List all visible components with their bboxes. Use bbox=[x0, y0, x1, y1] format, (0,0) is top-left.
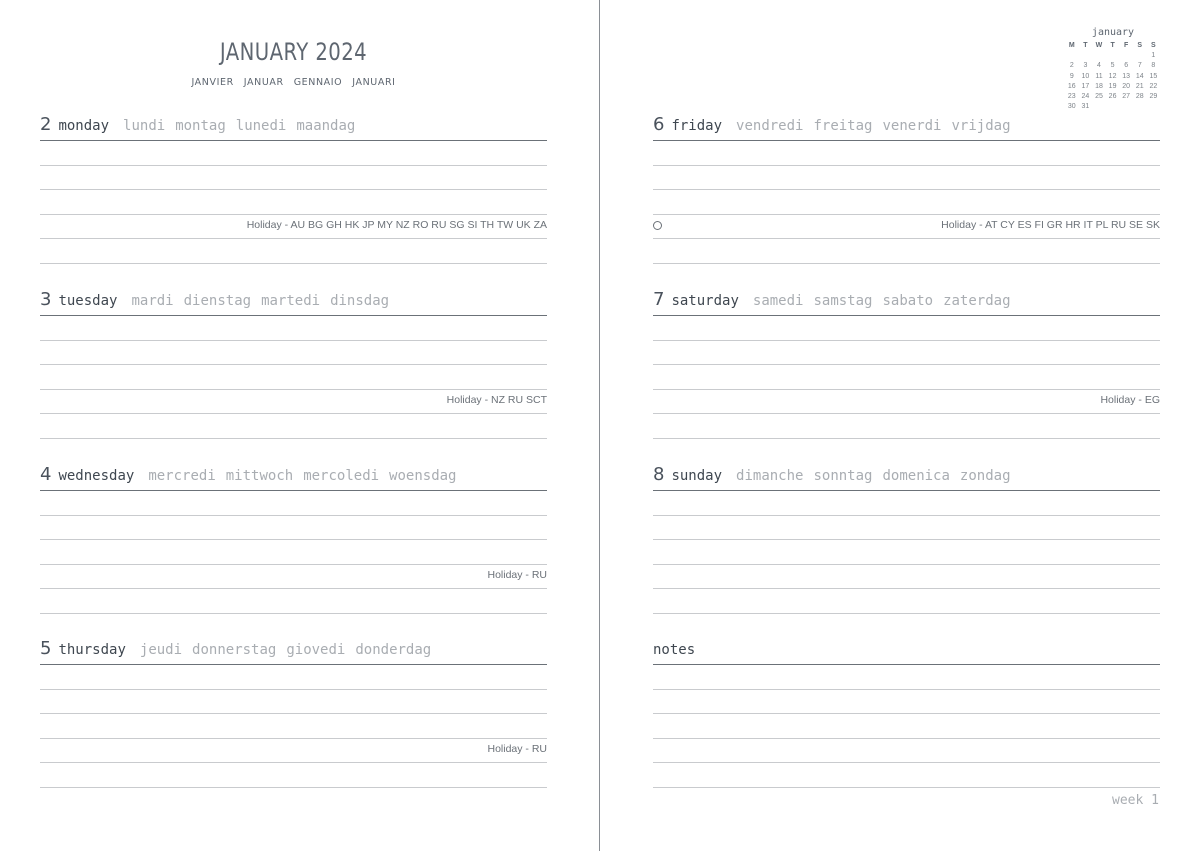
holiday-label: Holiday - AT CY ES FI GR HR IT PL RU SE SK bbox=[941, 219, 1160, 231]
mini-calendar-weekday: S bbox=[1137, 42, 1143, 49]
mini-calendar-date: 29 bbox=[1149, 93, 1158, 101]
writing-line[interactable] bbox=[653, 539, 1160, 540]
mini-calendar-date bbox=[1079, 51, 1093, 61]
day-number: 3 bbox=[40, 289, 52, 310]
writing-line[interactable] bbox=[653, 588, 1160, 589]
mini-calendar-date: 31 bbox=[1081, 103, 1090, 111]
mini-calendar-date: 8 bbox=[1151, 62, 1156, 70]
mini-calendar-date bbox=[1119, 102, 1133, 112]
mini-calendar-date: 1 bbox=[1151, 52, 1156, 60]
day-section-wednesday bbox=[40, 464, 547, 639]
writing-line[interactable] bbox=[653, 238, 1160, 239]
writing-line[interactable] bbox=[40, 539, 547, 540]
writing-line[interactable] bbox=[40, 364, 547, 365]
mini-calendar-date: 22 bbox=[1149, 82, 1158, 90]
day-name-translation: jeudi bbox=[139, 642, 183, 658]
day-number: 7 bbox=[653, 289, 665, 310]
mini-calendar-date: 12 bbox=[1108, 72, 1117, 80]
writing-line[interactable] bbox=[40, 340, 547, 341]
writing-line[interactable] bbox=[653, 263, 1160, 264]
day-name: saturday bbox=[671, 293, 739, 309]
writing-line[interactable] bbox=[653, 165, 1160, 166]
writing-line[interactable] bbox=[40, 613, 547, 614]
day-name-translation: venerdi bbox=[882, 118, 942, 134]
day-name-translation: freitag bbox=[813, 118, 873, 134]
day-header bbox=[40, 114, 547, 140]
writing-line[interactable] bbox=[653, 315, 1160, 316]
writing-line[interactable] bbox=[40, 140, 547, 141]
writing-line[interactable] bbox=[40, 263, 547, 264]
day-number: 5 bbox=[40, 638, 52, 659]
notes-line[interactable] bbox=[653, 713, 1160, 714]
mini-calendar-title: january bbox=[1091, 27, 1135, 38]
day-section-monday bbox=[40, 114, 547, 289]
day-number: 6 bbox=[653, 114, 665, 135]
day-section-thursday bbox=[40, 638, 547, 813]
circle-icon bbox=[653, 221, 662, 230]
writing-line[interactable] bbox=[40, 189, 547, 190]
writing-line[interactable] bbox=[653, 189, 1160, 190]
writing-line[interactable] bbox=[40, 315, 547, 316]
mini-calendar-date: 11 bbox=[1095, 72, 1103, 80]
writing-line[interactable] bbox=[653, 140, 1160, 141]
day-name-translation: mercoledi bbox=[303, 468, 380, 484]
day-name-translation: woensdag bbox=[389, 468, 457, 484]
day-name-translation: dimanche bbox=[736, 468, 804, 484]
day-header bbox=[40, 638, 547, 664]
mini-calendar-date: 18 bbox=[1095, 82, 1103, 90]
month-translations bbox=[40, 77, 547, 88]
day-name-translation: mittwoch bbox=[225, 468, 294, 484]
month-translation: JANUARI bbox=[352, 77, 396, 88]
writing-line[interactable] bbox=[653, 564, 1160, 565]
day-name: monday bbox=[58, 118, 110, 134]
mini-calendar-date: 23 bbox=[1067, 93, 1076, 101]
writing-line[interactable] bbox=[653, 613, 1160, 614]
day-name-translation: montag bbox=[175, 118, 226, 134]
writing-line[interactable] bbox=[653, 364, 1160, 365]
writing-line[interactable] bbox=[40, 438, 547, 439]
day-section-saturday bbox=[653, 289, 1160, 464]
mini-calendar-date: 20 bbox=[1122, 82, 1131, 90]
month-translation: JANVIER bbox=[191, 77, 234, 88]
mini-calendar-date bbox=[1092, 102, 1106, 112]
month-translation: GENNAIO bbox=[293, 77, 343, 88]
writing-line[interactable] bbox=[40, 238, 547, 239]
writing-line[interactable] bbox=[40, 490, 547, 491]
holiday-label: Holiday - RU bbox=[487, 569, 547, 581]
mini-calendar-weekday: S bbox=[1151, 42, 1156, 49]
writing-line[interactable] bbox=[40, 413, 547, 414]
notes-line[interactable] bbox=[653, 689, 1160, 690]
day-name-translation: dinsdag bbox=[330, 293, 390, 309]
holiday-label: Holiday - RU bbox=[487, 743, 547, 755]
mini-calendar-date: 26 bbox=[1108, 93, 1117, 101]
mini-calendar-date: 5 bbox=[1110, 62, 1115, 70]
notes-section bbox=[653, 638, 1160, 813]
day-name: thursday bbox=[58, 642, 126, 658]
day-name-translation: martedi bbox=[261, 293, 321, 309]
mini-calendar-date: 2 bbox=[1069, 62, 1074, 70]
writing-line[interactable] bbox=[40, 564, 547, 565]
notes-line[interactable] bbox=[653, 738, 1160, 739]
mini-calendar-date: 17 bbox=[1081, 82, 1090, 90]
mini-calendar-date bbox=[1133, 102, 1147, 112]
writing-line[interactable] bbox=[40, 762, 547, 763]
week-label: week 1 bbox=[1112, 793, 1159, 808]
notes-line[interactable] bbox=[653, 787, 1160, 788]
day-header bbox=[40, 464, 547, 490]
page-spine bbox=[599, 0, 600, 851]
mini-calendar-date: 10 bbox=[1081, 72, 1090, 80]
mini-calendar-date bbox=[1106, 51, 1120, 61]
mini-calendar-weekday: M bbox=[1068, 42, 1075, 49]
mini-calendar-date: 9 bbox=[1069, 72, 1074, 80]
day-name-translation: zaterdag bbox=[943, 293, 1011, 309]
mini-calendar-date bbox=[1065, 51, 1079, 61]
mini-calendar-date: 4 bbox=[1097, 62, 1101, 70]
day-section-sunday bbox=[653, 464, 1160, 639]
mini-calendar-weekday: T bbox=[1083, 42, 1088, 49]
day-name-translation: lundi bbox=[123, 118, 166, 134]
mini-calendar-date bbox=[1119, 51, 1133, 61]
writing-line[interactable] bbox=[40, 588, 547, 589]
writing-line[interactable] bbox=[653, 340, 1160, 341]
day-name-translation: maandag bbox=[296, 118, 356, 134]
month-translation: JANUAR bbox=[243, 77, 284, 88]
mini-calendar-date bbox=[1147, 102, 1161, 112]
day-name-translation: mardi bbox=[131, 293, 174, 309]
day-name-translation: sabato bbox=[882, 293, 934, 309]
day-name-translation: vendredi bbox=[736, 118, 804, 134]
day-name-translation: samedi bbox=[752, 293, 804, 309]
mini-calendar-date: 19 bbox=[1108, 82, 1117, 90]
holiday-label: Holiday - EG bbox=[1100, 394, 1160, 406]
writing-line[interactable] bbox=[653, 214, 1160, 215]
day-name: tuesday bbox=[58, 293, 118, 309]
day-header bbox=[653, 289, 1160, 315]
day-name: wednesday bbox=[58, 468, 135, 484]
notes-title: notes bbox=[653, 642, 696, 658]
writing-line[interactable] bbox=[40, 214, 547, 215]
mini-calendar-date bbox=[1106, 102, 1120, 112]
day-name-translation: samstag bbox=[813, 293, 873, 309]
day-name-translation: dienstag bbox=[183, 293, 252, 309]
mini-calendar-weekday: F bbox=[1124, 42, 1129, 49]
day-header bbox=[40, 289, 547, 315]
notes-header bbox=[653, 638, 1160, 664]
day-number: 2 bbox=[40, 114, 52, 135]
mini-calendar-date: 27 bbox=[1122, 93, 1131, 101]
writing-line[interactable] bbox=[653, 438, 1160, 439]
day-name-translation: lunedi bbox=[235, 118, 287, 134]
day-number: 8 bbox=[653, 464, 665, 485]
mini-calendar bbox=[1065, 27, 1161, 112]
mini-calendar-date: 13 bbox=[1122, 72, 1131, 80]
day-name-translation: zondag bbox=[959, 468, 1011, 484]
notes-line[interactable] bbox=[653, 664, 1160, 665]
mini-calendar-date: 28 bbox=[1135, 93, 1144, 101]
holiday-label: Holiday - NZ RU SCT bbox=[446, 394, 547, 406]
day-name-translation: mercredi bbox=[148, 468, 216, 484]
writing-line[interactable] bbox=[40, 689, 547, 690]
day-section-friday bbox=[653, 114, 1160, 289]
writing-line[interactable] bbox=[40, 664, 547, 665]
writing-line[interactable] bbox=[40, 515, 547, 516]
day-header bbox=[653, 464, 1160, 490]
month-title: JANUARY 2024 bbox=[219, 38, 368, 66]
day-name-translation: domenica bbox=[882, 468, 950, 484]
mini-calendar-date: 25 bbox=[1095, 93, 1103, 101]
mini-calendar-weekday: T bbox=[1110, 42, 1115, 49]
mini-calendar-date: 7 bbox=[1137, 62, 1142, 70]
notes-line[interactable] bbox=[653, 762, 1160, 763]
day-name-translation: donnerstag bbox=[192, 642, 277, 658]
mini-calendar-date: 14 bbox=[1135, 72, 1144, 80]
mini-calendar-date: 24 bbox=[1081, 93, 1090, 101]
writing-line[interactable] bbox=[653, 490, 1160, 491]
day-name-translation: donderdag bbox=[355, 642, 432, 658]
day-name-translation: giovedi bbox=[286, 642, 346, 658]
mini-calendar-weekday: W bbox=[1095, 42, 1103, 49]
mini-calendar-date: 21 bbox=[1135, 82, 1144, 90]
mini-calendar-date: 30 bbox=[1067, 103, 1076, 111]
writing-line[interactable] bbox=[653, 389, 1160, 390]
writing-line[interactable] bbox=[40, 165, 547, 166]
mini-calendar-date: 6 bbox=[1124, 62, 1129, 70]
writing-line[interactable] bbox=[653, 515, 1160, 516]
mini-calendar-date: 15 bbox=[1149, 72, 1158, 80]
writing-line[interactable] bbox=[40, 389, 547, 390]
writing-line[interactable] bbox=[40, 713, 547, 714]
mini-calendar-date: 16 bbox=[1067, 82, 1076, 90]
mini-calendar-date bbox=[1092, 51, 1106, 61]
mini-calendar-date: 3 bbox=[1083, 62, 1088, 70]
day-name-translation: vrijdag bbox=[951, 118, 1011, 134]
mini-calendar-date bbox=[1133, 51, 1147, 61]
day-name: sunday bbox=[671, 468, 723, 484]
writing-line[interactable] bbox=[40, 738, 547, 739]
day-header bbox=[653, 114, 1160, 140]
writing-line[interactable] bbox=[653, 413, 1160, 414]
mini-calendar-grid bbox=[1065, 41, 1161, 112]
day-name: friday bbox=[671, 118, 723, 134]
day-section-tuesday bbox=[40, 289, 547, 464]
holiday-label: Holiday - AU BG GH HK JP MY NZ RO RU SG SI TH TW UK ZA bbox=[246, 219, 547, 231]
writing-line[interactable] bbox=[40, 787, 547, 788]
day-name-translation: sonntag bbox=[813, 468, 873, 484]
day-number: 4 bbox=[40, 464, 52, 485]
